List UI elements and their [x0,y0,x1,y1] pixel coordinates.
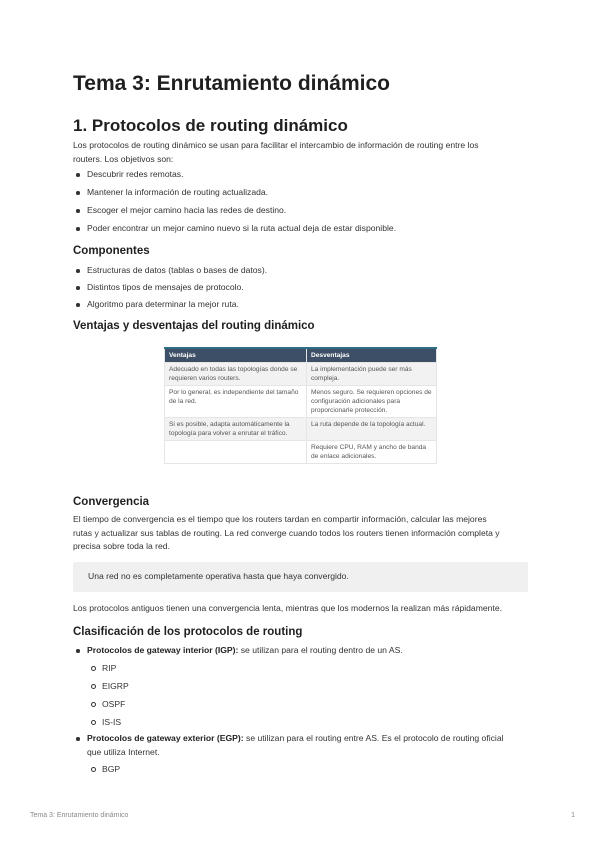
table-cell: Por lo general, es independiente del tamaño de la red. [165,386,307,418]
componentes-list [73,264,528,311]
list-item-igp [73,644,528,657]
list-item: Poder encontrar un mejor camino nuevo si la ruta actual deja de estar disponible. [73,222,528,235]
table-header-row [165,348,437,363]
table-cell [165,441,307,464]
egp-sublist [73,763,528,776]
table-header-desventajas: Desventajas [307,348,437,363]
egp-text: se utilizan para el routing entre AS. Es el protocolo de routing oficial [243,733,504,743]
table-row [165,363,437,386]
list-item: Escoger el mejor camino hacia las redes de destino. [73,204,528,217]
footer-title: Tema 3: Enrutamiento dinámico [30,812,129,819]
list-item-egp [73,732,528,759]
intro-paragraph [73,139,528,166]
egp-text-2: que utiliza Internet. [87,746,160,757]
table-cell: La implementación puede ser más compleja. [307,363,437,386]
convergencia-line-3: precisa sobre toda la red. [73,541,170,551]
list-item: BGP [73,763,528,776]
igp-text: se utilizan para el routing dentro de un AS. [238,645,403,655]
igp-label: Protocolos de gateway interior (IGP): [87,645,239,655]
intro-line-1: Los protocolos de routing dinámico se usan para facilitar el intercambio de información de routing entre los [73,140,479,150]
table-row [165,418,437,441]
list-item: Estructuras de datos (tablas o bases de datos). [73,264,528,277]
table-header-ventajas: Ventajas [165,348,307,363]
list-item: Algoritmo para determinar la mejor ruta. [73,298,528,311]
list-item: RIP [73,662,528,675]
table-cell: Requiere CPU, RAM y ancho de banda de enlace adicionales. [307,441,437,464]
ventajas-heading: Ventajas y desventajas del routing dinámico [73,320,315,332]
igp-sublist [73,662,528,729]
page-footer [30,812,575,819]
list-item: OSPF [73,698,528,711]
egp-list [73,732,528,759]
page-number: 1 [571,812,575,819]
list-item: Descubrir redes remotas. [73,168,528,181]
convergencia-line-1: El tiempo de convergencia es el tiempo que los routers tardan en compartir información, calcular las mejores [73,514,487,524]
clasificacion-list [73,644,528,657]
page-title: Tema 3: Enrutamiento dinámico [73,72,390,95]
convergencia-paragraph [73,513,528,554]
objectives-list [73,168,528,235]
convergencia-heading: Convergencia [73,496,150,508]
callout-text: Una red no es completamente operativa hasta que haya convergido. [88,571,349,581]
table-cell: Menos seguro. Se requieren opciones de configuración adicionales para proporcionarle protección. [307,386,437,418]
list-item: IS-IS [73,716,528,729]
list-item: EIGRP [73,680,528,693]
table-row [165,441,437,464]
callout-box [73,562,528,592]
table-cell: Adecuado en todas las topologías donde se requieren varios routers. [165,363,307,386]
list-item: Distintos tipos de mensajes de protocolo. [73,281,528,294]
table-cell: Si es posible, adapta automáticamente la topología para volver a enrutar el tráfico. [165,418,307,441]
clasificacion-heading: Clasificación de los protocolos de routing [73,626,303,638]
section-heading-protocolos: 1. Protocolos de routing dinámico [73,116,348,135]
table-row [165,386,437,418]
egp-label: Protocolos de gateway exterior (EGP): [87,733,244,743]
convergencia-line-2: rutas y actualizar sus tablas de routing. La red converge cuando todos los routers tienen información completa y [73,527,500,538]
ventajas-table [164,347,437,464]
intro-line-2: routers. Los objetivos son: [73,153,174,164]
list-item: Mantener la información de routing actualizada. [73,186,528,199]
componentes-heading: Componentes [73,245,150,257]
convergencia-after: Los protocolos antiguos tienen una convergencia lenta, mientras que los modernos la realizan más rápidamente. [73,603,502,613]
table-cell: La ruta depende de la topología actual. [307,418,437,441]
